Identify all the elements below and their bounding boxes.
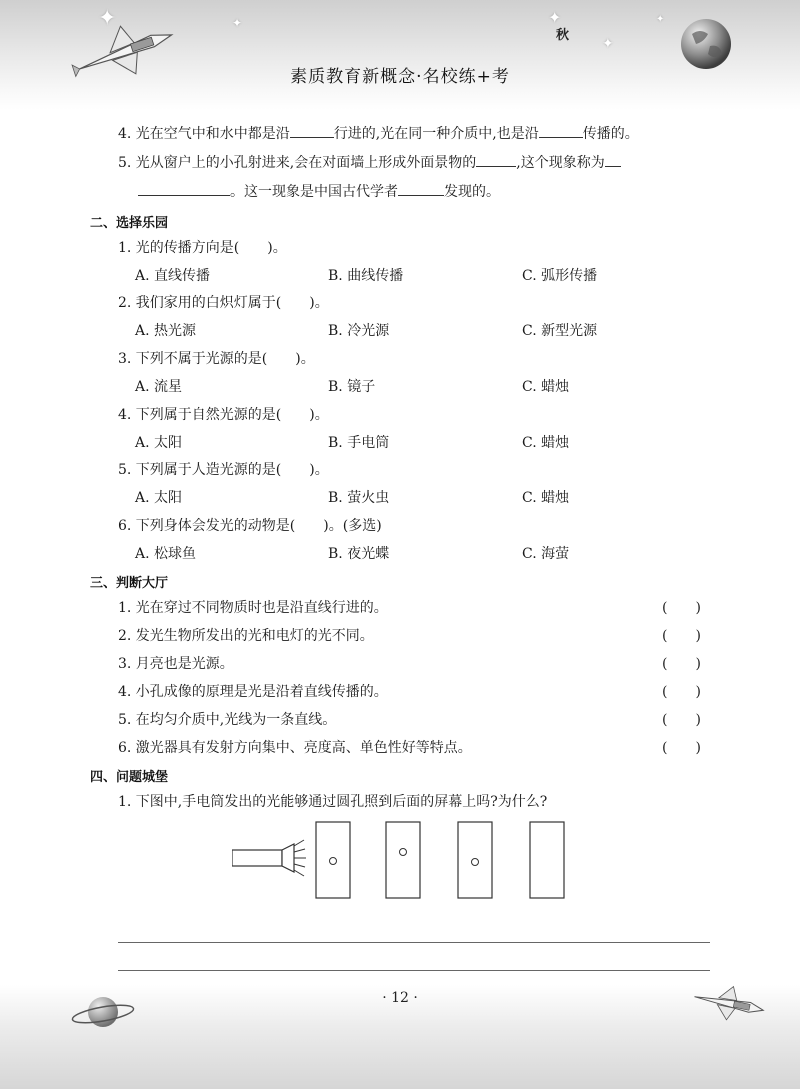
star-icon: ✦	[548, 8, 562, 27]
choice-question: 1. 光的传播方向是( )。	[118, 240, 287, 256]
choice-option-b[interactable]: B. 冷光源	[328, 323, 390, 339]
judge-item: 4. 小孔成像的原理是光是沿着直线传播的。	[118, 684, 388, 700]
page-number: · 12 ·	[382, 990, 418, 1006]
answer-blank[interactable]	[476, 152, 516, 167]
choice-option-c[interactable]: C. 蜡烛	[522, 435, 570, 451]
judge-answer-box[interactable]: ( )	[662, 656, 701, 672]
star-icon: ✦	[656, 14, 665, 25]
question-5: 5. 光从窗户上的小孔射进来,会在对面墙上形成外面景物的 ,这个现象称为	[118, 152, 621, 172]
choice-option-b[interactable]: B. 夜光蝶	[328, 546, 390, 562]
judge-answer-box[interactable]: ( )	[662, 600, 701, 616]
choice-option-b[interactable]: B. 镜子	[328, 379, 376, 395]
question-prompt: 1. 下图中,手电筒发出的光能够通过圆孔照到后面的屏幕上吗?为什么?	[118, 794, 548, 810]
question-4: 4. 光在空气中和水中都是沿 行进的,光在同一种介质中,也是沿 传播的。	[118, 123, 639, 143]
page-title: 素质教育新概念·名校练+考	[290, 67, 510, 87]
answer-blank[interactable]	[290, 123, 334, 138]
choice-option-c[interactable]: C. 蜡烛	[522, 379, 570, 395]
choice-question: 6. 下列身体会发光的动物是( )。(多选)	[118, 518, 382, 534]
choice-question: 4. 下列属于自然光源的是( )。	[118, 407, 329, 423]
judge-item: 1. 光在穿过不同物质时也是沿直线行进的。	[118, 600, 388, 616]
choice-option-c[interactable]: C. 海萤	[522, 546, 570, 562]
judge-answer-box[interactable]: ( )	[662, 684, 701, 700]
choice-question: 3. 下列不属于光源的是( )。	[118, 351, 315, 367]
choice-option-a[interactable]: A. 松球鱼	[135, 546, 197, 562]
season-badge: 秋	[556, 28, 570, 43]
flashlight-screens-figure	[232, 812, 592, 904]
screen-with-hole	[386, 822, 420, 898]
choice-option-a[interactable]: A. 太阳	[135, 490, 183, 506]
answer-line[interactable]	[118, 970, 710, 971]
choice-option-a[interactable]: A. 太阳	[135, 435, 183, 451]
flashlight-icon	[232, 840, 306, 876]
section-heading-choice: 二、选择乐园	[90, 216, 169, 231]
section-heading-question: 四、问题城堡	[90, 770, 169, 785]
judge-answer-box[interactable]: ( )	[662, 740, 701, 756]
choice-option-c[interactable]: C. 弧形传播	[522, 268, 598, 284]
choice-question: 2. 我们家用的白炽灯属于( )。	[118, 295, 329, 311]
answer-line[interactable]	[118, 942, 710, 943]
choice-option-a[interactable]: A. 直线传播	[135, 268, 211, 284]
choice-option-c[interactable]: C. 蜡烛	[522, 490, 570, 506]
star-icon: ✦	[232, 16, 243, 30]
spaceship-icon	[690, 980, 768, 1026]
choice-option-b[interactable]: B. 曲线传播	[328, 268, 404, 284]
judge-item: 3. 月亮也是光源。	[118, 656, 234, 672]
section-heading-judge: 三、判断大厅	[90, 576, 169, 591]
judge-item: 6. 激光器具有发射方向集中、亮度高、单色性好等特点。	[118, 740, 472, 756]
choice-option-b[interactable]: B. 手电筒	[328, 435, 390, 451]
judge-answer-box[interactable]: ( )	[662, 628, 701, 644]
star-icon: ✦	[602, 36, 614, 52]
question-5-continued: 。这一现象是中国古代学者 发现的。	[138, 181, 500, 201]
answer-blank[interactable]	[605, 152, 621, 167]
star-icon: ✦	[98, 6, 117, 31]
choice-question: 5. 下列属于人造光源的是( )。	[118, 462, 329, 478]
judge-answer-box[interactable]: ( )	[662, 712, 701, 728]
screen-with-hole	[316, 822, 350, 898]
back-screen	[530, 822, 564, 898]
answer-blank[interactable]	[539, 123, 583, 138]
screen-with-hole	[458, 822, 492, 898]
judge-item: 2. 发光生物所发出的光和电灯的光不同。	[118, 628, 374, 644]
choice-option-a[interactable]: A. 热光源	[135, 323, 197, 339]
choice-option-c[interactable]: C. 新型光源	[522, 323, 598, 339]
answer-blank[interactable]	[398, 181, 444, 196]
judge-item: 5. 在均匀介质中,光线为一条直线。	[118, 712, 337, 728]
answer-blank[interactable]	[138, 181, 230, 196]
choice-option-a[interactable]: A. 流星	[135, 379, 183, 395]
planet-icon	[70, 990, 136, 1034]
choice-option-b[interactable]: B. 萤火虫	[328, 490, 390, 506]
